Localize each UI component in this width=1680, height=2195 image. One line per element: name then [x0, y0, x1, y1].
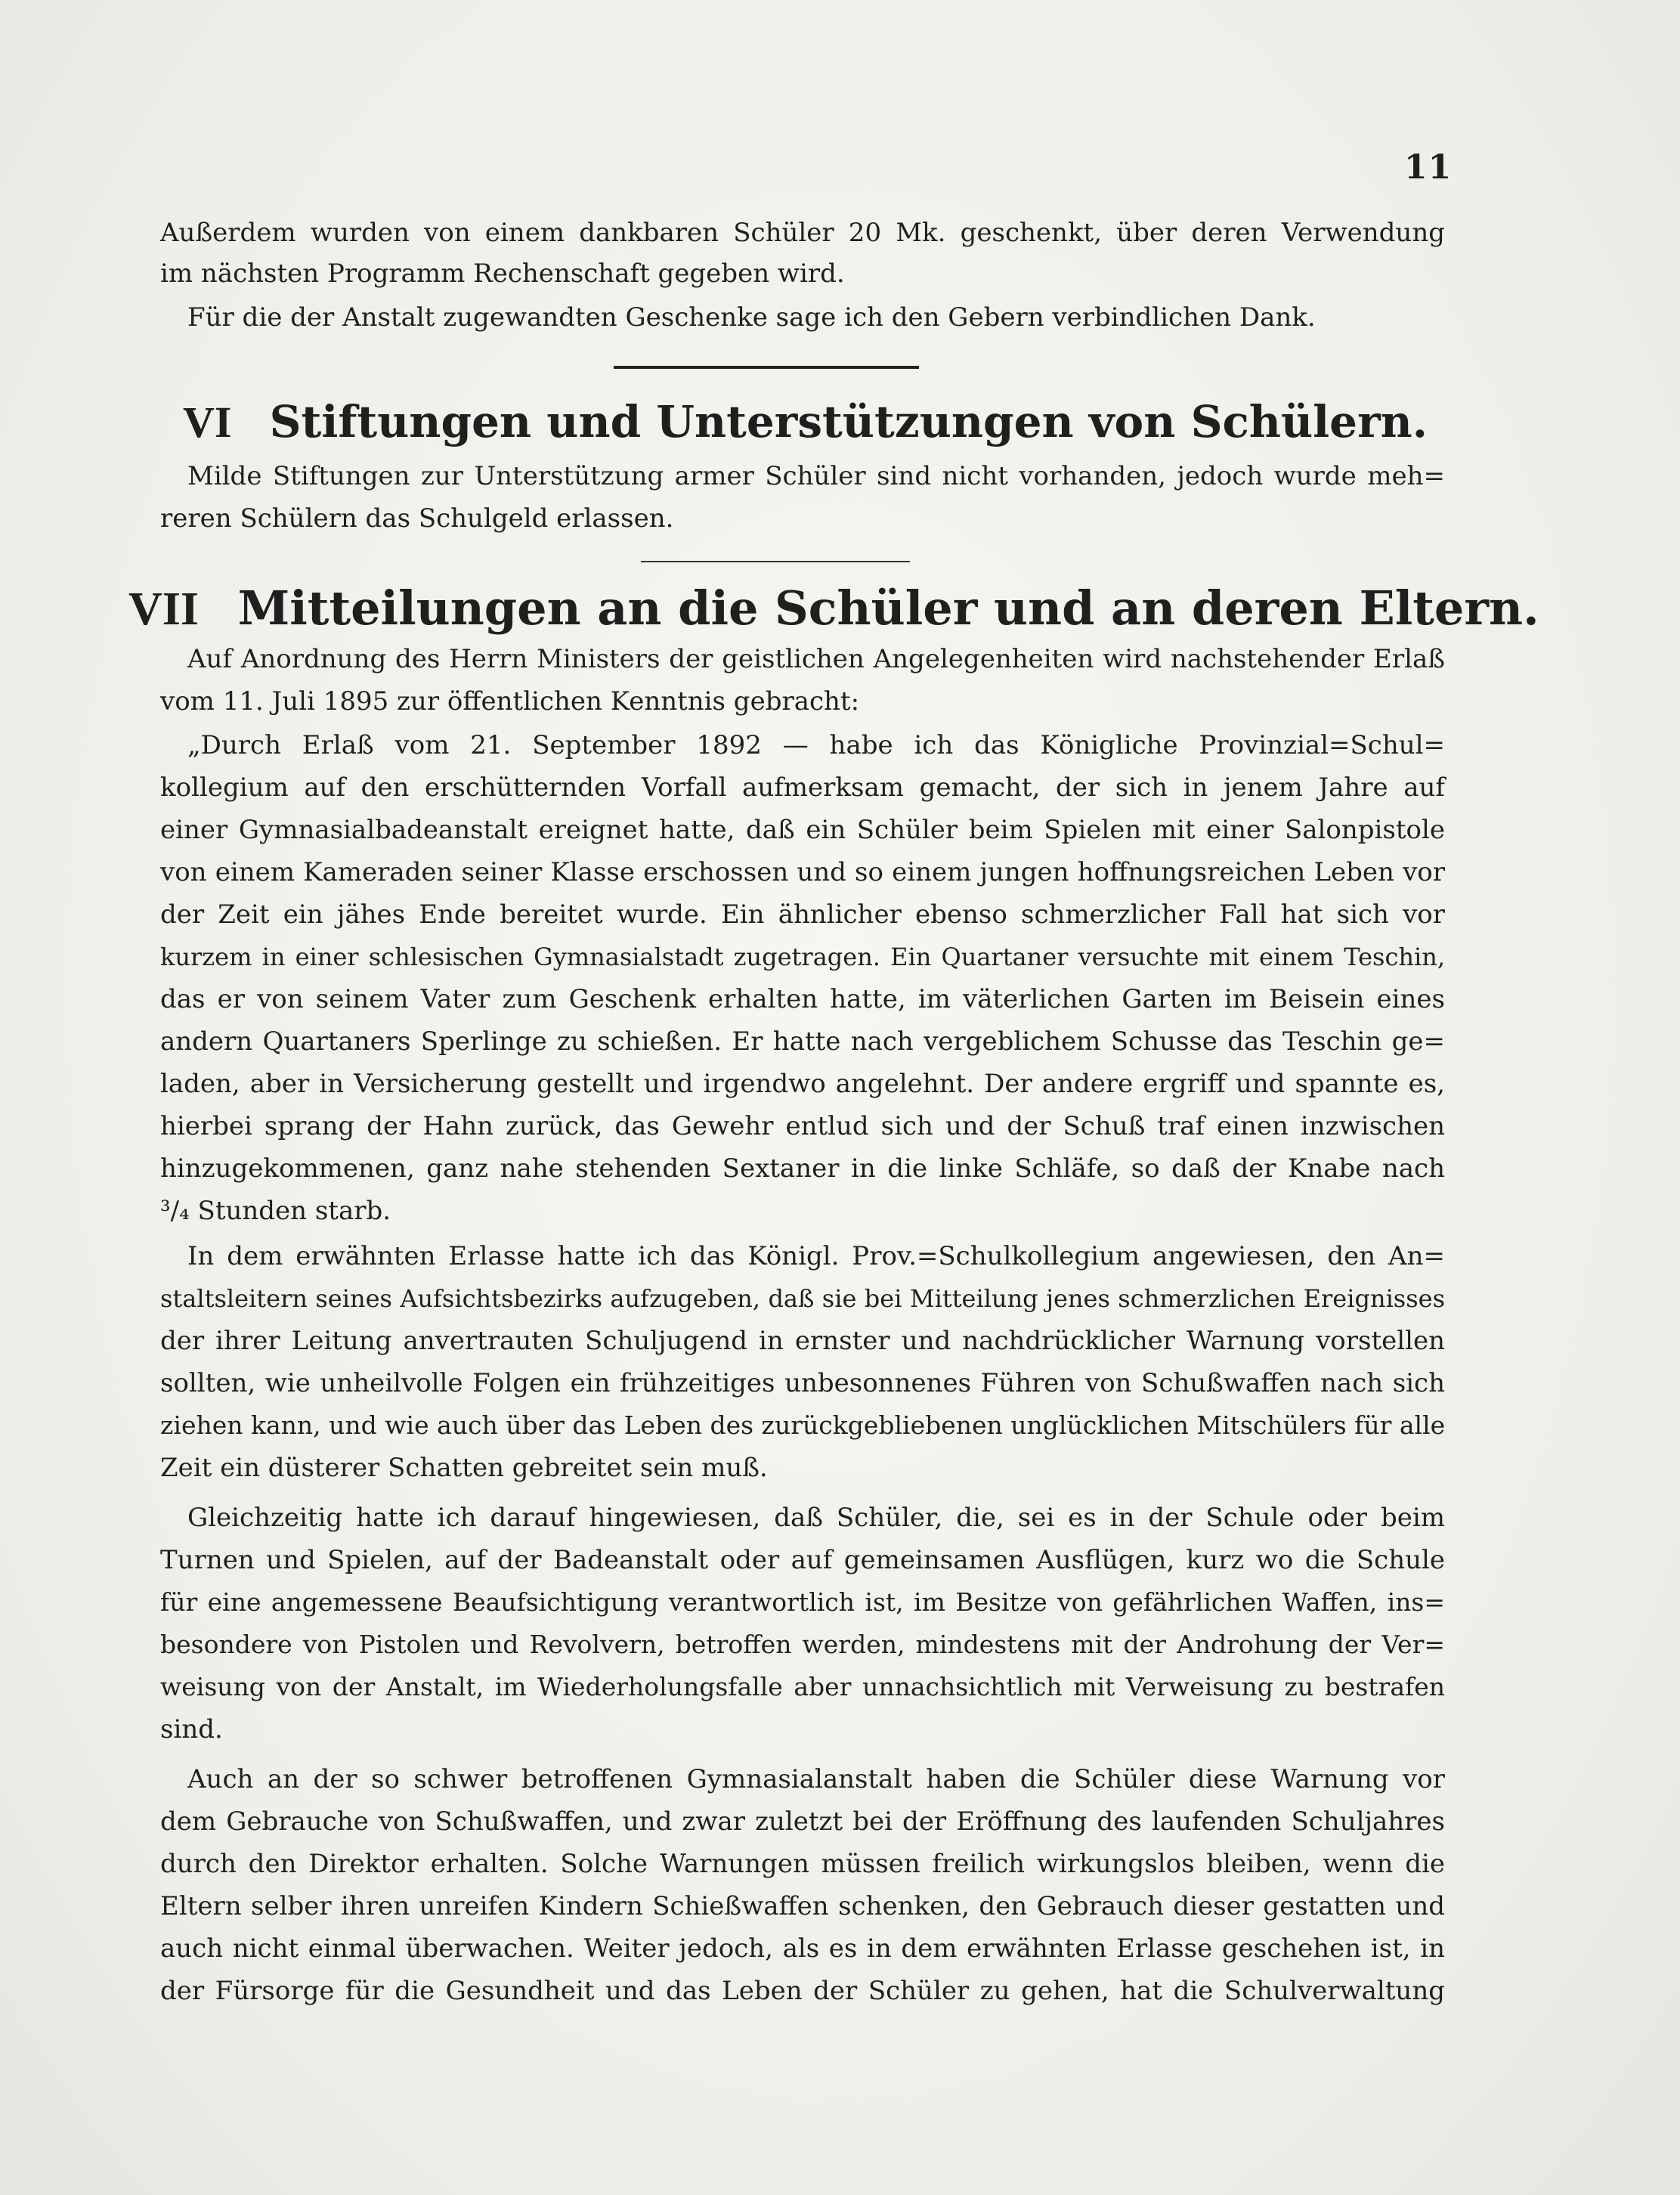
text-line: „Durch Erlaß vom 21. September 1892 — habe ich das Königliche Provinzial=Schul=	[187, 730, 1445, 760]
text-line: Turnen und Spielen, auf der Badeanstalt oder auf gemeinsamen Ausflügen, kurz wo die Schule	[160, 1545, 1445, 1575]
text-line: andern Quartaners Sperlinge zu schießen. Er hatte nach vergeblichem Schusse das Teschin ge=	[160, 1026, 1445, 1057]
section-number: VII	[128, 584, 200, 635]
text-line: In dem erwähnten Erlasse hatte ich das Königl. Prov.=Schulkollegium angewiesen, den An=	[187, 1241, 1445, 1271]
section-heading-vi	[183, 396, 1428, 447]
text-line: Außerdem wurden von einem dankbaren Schüler 20 Mk. geschenkt, über deren Verwendung	[160, 218, 1445, 248]
section-title: Mitteilungen an die Schüler und an deren Eltern.	[237, 580, 1539, 636]
text-line: der Zeit ein jähes Ende bereitet wurde. Ein ähnlicher ebenso schmerzlicher Fall hat sich vor	[160, 899, 1445, 930]
text-line: Auch an der so schwer betroffenen Gymnasialanstalt haben die Schüler diese Warnung vor	[187, 1764, 1445, 1794]
text-line: Für die der Anstalt zugewandten Geschenke sage ich den Gebern verbindlichen Dank.	[187, 302, 1316, 333]
text-line: kollegium auf den erschütternden Vorfall aufmerksam gemacht, der sich in jenem Jahre auf	[160, 772, 1445, 803]
text-line: Gleichzeitig hatte ich darauf hingewiesen, daß Schüler, die, sei es in der Schule oder beim	[187, 1503, 1445, 1533]
text-line: Eltern selber ihren unreifen Kindern Schießwaffen schenken, den Gebrauch dieser gestatten und	[160, 1891, 1445, 1921]
text-line: weisung von der Anstalt, im Wiederholungsfalle aber unnachsichtlich mit Verweisung zu bestrafen	[160, 1672, 1445, 1701]
section-divider	[614, 366, 919, 369]
text-line: Milde Stiftungen zur Unterstützung armer Schüler sind nicht vorhanden, jedoch wurde meh=	[187, 461, 1445, 491]
text-line: das er von seinem Vater zum Geschenk erhalten hatte, im väterlichen Garten im Beisein eines	[160, 984, 1445, 1014]
text-line: staltsleitern seines Aufsichtsbezirks aufzugeben, daß sie bei Mitteilung jenes schmerzlichen Ereignisses	[160, 1284, 1445, 1313]
text-line: im nächsten Programm Rechenschaft gegeben wird.	[160, 259, 845, 289]
text-line: ³/₄ Stunden starb.	[160, 1196, 391, 1226]
text-line: von einem Kameraden seiner Klasse erschossen und so einem jungen hoffnungsreichen Leben vor	[160, 857, 1445, 887]
text-line: für eine angemessene Beaufsichtigung verantwortlich ist, im Besitze von gefährlichen Waffen, ins=	[160, 1587, 1445, 1617]
text-line: einer Gymnasialbadeanstalt ereignet hatte, daß ein Schüler beim Spielen mit einer Salonpistole	[160, 815, 1445, 845]
text-line: ziehen kann, und wie auch über das Leben des zurückgebliebenen unglücklichen Mitschülers für alle	[160, 1410, 1446, 1440]
text-line: Auf Anordnung des Herrn Ministers der geistlichen Angelegenheiten wird nachstehender Erlaß	[187, 644, 1445, 674]
section-heading-vii	[128, 580, 1539, 636]
text-line: der ihrer Leitung anvertrauten Schuljugend in ernster und nachdrücklicher Warnung vorstellen	[160, 1326, 1445, 1356]
text-line: kurzem in einer schlesischen Gymnasialstadt zugetragen. Ein Quartaner versuchte mit einem Teschin,	[160, 943, 1445, 971]
text-line: sollten, wie unheilvolle Folgen ein frühzeitiges unbesonnenes Führen von Schußwaffen nach sich	[160, 1368, 1445, 1398]
text-line: besondere von Pistolen und Revolvern, betroffen werden, mindestens mit der Androhung der Ver=	[160, 1630, 1445, 1659]
text-line: sind.	[160, 1714, 223, 1745]
section-number: VI	[183, 398, 232, 447]
text-line: reren Schülern das Schulgeld erlassen.	[160, 503, 674, 534]
section-title: Stiftungen und Unterstützungen von Schülern.	[269, 396, 1428, 447]
text-line: vom 11. Juli 1895 zur öffentlichen Kenntnis gebracht:	[160, 686, 860, 717]
section-divider	[641, 561, 910, 562]
text-line: hierbei sprang der Hahn zurück, das Gewehr entlud sich und der Schuß traf einen inzwischen	[160, 1111, 1445, 1141]
text-line: hinzugekommenen, ganz nahe stehenden Sextaner in die linke Schläfe, so daß der Knabe nach	[160, 1153, 1445, 1184]
text-line: dem Gebrauche von Schußwaffen, und zwar zuletzt bei der Eröffnung des laufenden Schuljahres	[160, 1806, 1445, 1837]
text-line: der Fürsorge für die Gesundheit und das Leben der Schüler zu gehen, hat die Schulverwaltung	[160, 1976, 1445, 2006]
text-line: durch den Direktor erhalten. Solche Warnungen müssen freilich wirkungslos bleiben, wenn die	[160, 1849, 1445, 1879]
text-line: laden, aber in Versicherung gestellt und irgendwo angelehnt. Der andere ergriff und spannte es,	[160, 1069, 1445, 1099]
page-number: 11	[1404, 148, 1453, 187]
text-line: Zeit ein düsterer Schatten gebreitet sein muß.	[160, 1453, 768, 1483]
text-line: auch nicht einmal überwachen. Weiter jedoch, als es in dem erwähnten Erlasse geschehen ist, in	[160, 1933, 1445, 1964]
